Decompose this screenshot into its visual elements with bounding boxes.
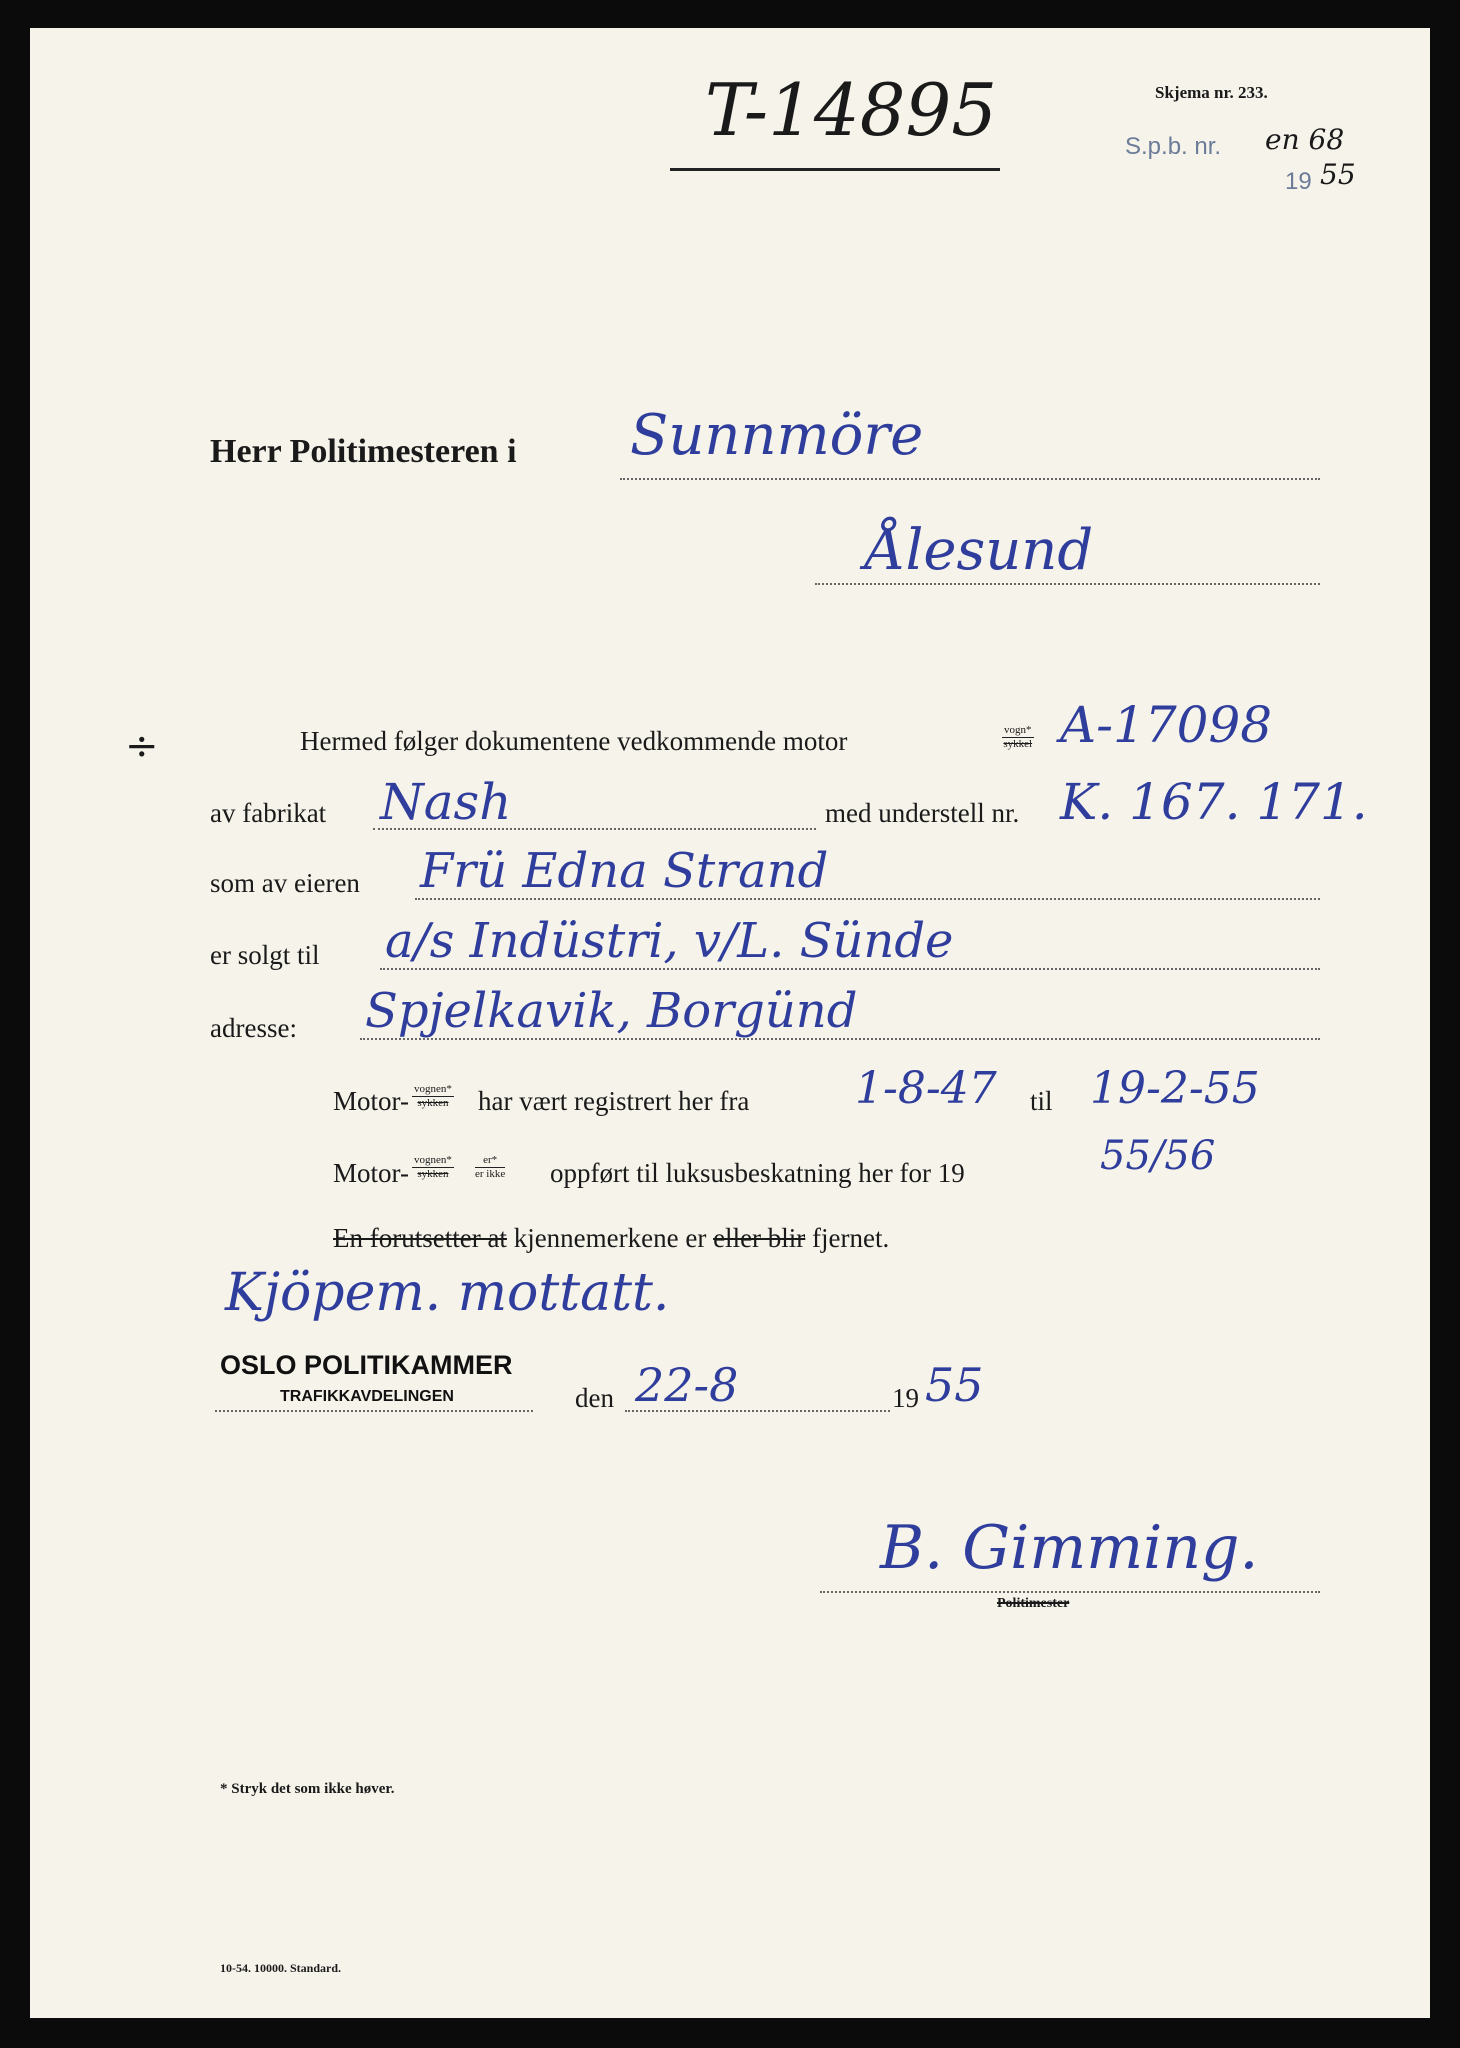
date-dotted-line [625,1410,890,1412]
reg-to-date: 19-2-55 [1090,1063,1260,1114]
make-label: av fabrikat [210,798,327,828]
date-label: den [575,1383,614,1413]
city-dotted-line [815,583,1320,585]
spb-year: 19 [1285,168,1312,195]
address-value: Spjelkavik, Borgünd [365,983,858,1039]
address-dotted-line [360,1038,1320,1040]
reg-from-date: 1-8-47 [855,1063,997,1114]
lux-status-fraction [475,1154,505,1181]
date-value: 22-8 [635,1358,739,1412]
lux-text: oppført til luksusbeskatning her for 19 [550,1158,965,1188]
date-year-printed: 19 [892,1383,919,1413]
plates-text-2: fjernet. [812,1223,890,1253]
fraction-top: vogn* [1004,724,1032,736]
chassis-value: K. 167. 171. [1060,773,1368,831]
lux-vehicle-fraction [412,1154,454,1181]
fraction-bottom: sykkel [1003,738,1033,750]
lux-prefix: Motor- [333,1158,409,1188]
document-page [30,28,1430,2018]
print-info: 10-54. 10000. Standard. [220,1961,342,1975]
handwritten-note: Kjöpem. mottatt. [225,1263,670,1323]
district-dotted-line [620,478,1320,480]
make-value: Nash [380,773,512,831]
addressee-label: Herr Politimesteren i [210,433,517,470]
spb-label: S.p.b. nr. [1125,133,1222,160]
lux-year: 55/56 [1100,1133,1216,1179]
date-year-hand: 55 [925,1358,984,1412]
plates-line [333,1223,889,1254]
fraction-top: er* [475,1154,505,1168]
reg-vehicle-fraction [412,1083,454,1110]
file-number-underline [670,168,1000,171]
stamp-line-1: OSLO POLITIKAMMER [220,1350,513,1380]
signature: B. Gimming. [880,1513,1259,1583]
owner-value: Frü Edna Strand [420,843,829,899]
owner-label: som av eieren [210,868,360,898]
vehicle-type-fraction [1002,724,1034,751]
form-number: Skjema nr. 233. [1155,83,1268,102]
fraction-bottom: sykken [417,1097,449,1109]
buyer-dotted-line [380,968,1320,970]
make-dotted-line [373,828,816,830]
fraction-top: vognen* [414,1154,452,1166]
signature-title: Politimester [997,1596,1070,1611]
city-name: Ålesund [865,518,1094,583]
reg-text: har vært registrert her fra [478,1086,750,1116]
spb-number: en 68 [1265,123,1345,156]
stamp-dotted-line [215,1410,533,1412]
plates-struck-2: eller blir [713,1223,806,1253]
district-name: Sunnmöre [630,403,924,468]
fraction-bottom: sykken [417,1168,449,1180]
fraction-bottom: er ikke [475,1168,506,1180]
margin-mark: ÷ [125,723,159,769]
plates-text-1: kjennemerkene er [513,1223,707,1253]
footnote: * Stryk det som ikke høver. [220,1781,395,1797]
address-label: adresse: [210,1013,297,1043]
file-number: T-14895 [705,68,998,152]
chassis-label: med understell nr. [825,798,1020,828]
registration-number: A-17098 [1060,696,1273,754]
reg-til-label: til [1030,1086,1053,1116]
signature-dotted-line [820,1591,1320,1593]
intro-text: Hermed følger dokumentene vedkommende motor [300,726,848,756]
sold-label: er solgt til [210,940,320,970]
reg-prefix: Motor- [333,1086,409,1116]
spb-year-hand: 55 [1320,158,1356,191]
owner-dotted-line [415,898,1320,900]
buyer-value: a/s Indüstri, v/L. Sünde [385,913,954,969]
plates-struck-1: En forutsetter at [333,1223,507,1253]
stamp-line-2: TRAFIKKAVDELINGEN [280,1388,454,1405]
fraction-top: vognen* [414,1083,452,1095]
